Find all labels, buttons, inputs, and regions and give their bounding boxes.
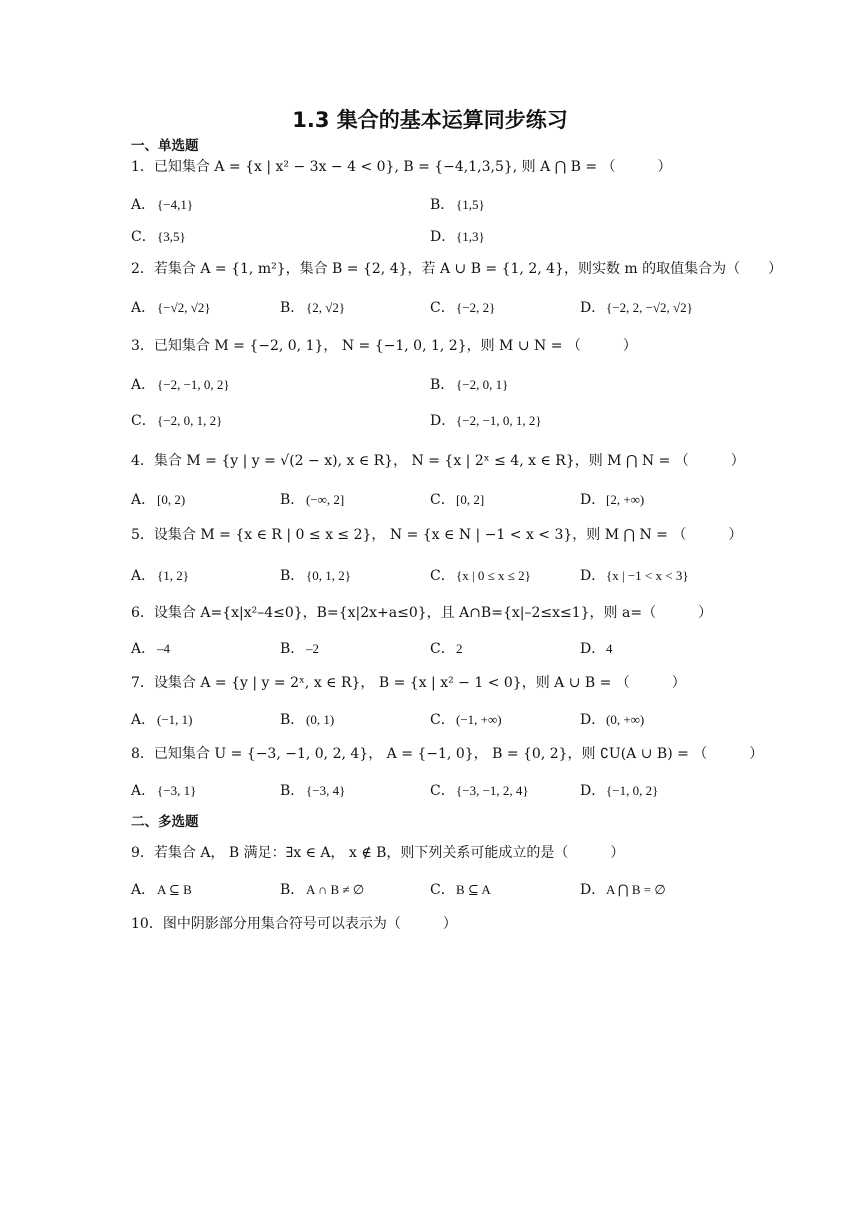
q5-option-a bbox=[131, 565, 189, 585]
option-label: A． bbox=[131, 300, 156, 316]
option-value: {0, 1, 2} bbox=[306, 568, 351, 583]
q4-option-a bbox=[131, 489, 185, 509]
q7-option-d bbox=[580, 709, 644, 729]
option-label: B． bbox=[280, 712, 305, 728]
option-label: B． bbox=[430, 197, 455, 213]
option-label: C． bbox=[430, 492, 455, 508]
option-value: {3,5} bbox=[157, 229, 186, 244]
option-label: A． bbox=[131, 783, 156, 799]
option-value: {−2, −1, 0, 1, 2} bbox=[456, 413, 542, 428]
question-7: 7．设集合 A = {y | y = 2ˣ, x ∈ R}， B = {x | x² − 1 < 0}，则 A ∪ B = （ ） bbox=[131, 675, 686, 691]
option-value: {2, √2} bbox=[306, 300, 346, 315]
option-label: C． bbox=[430, 568, 455, 584]
option-label: B． bbox=[280, 783, 305, 799]
question-5: 5．设集合 M = {x ∈ R | 0 ≤ x ≤ 2}， N = {x ∈ N | −1 < x < 3}，则 M ⋂ N = （ ） bbox=[131, 527, 743, 543]
question-1: 1．已知集合 A = {x | x² − 3x − 4 < 0}, B = {−4,1,3,5}, 则 A ⋂ B = （ ） bbox=[131, 159, 672, 175]
q7-option-c bbox=[430, 709, 502, 729]
q1-option-c bbox=[131, 226, 186, 246]
option-label: D． bbox=[580, 641, 606, 657]
option-label: B． bbox=[280, 882, 305, 898]
option-label: B． bbox=[430, 377, 455, 393]
option-value: {−2, 2, −√2, √2} bbox=[606, 300, 693, 315]
option-value: –2 bbox=[306, 641, 319, 656]
q5-option-c bbox=[430, 565, 531, 585]
q1-option-d bbox=[430, 226, 485, 246]
option-label: D． bbox=[580, 712, 606, 728]
option-value: –4 bbox=[157, 641, 170, 656]
option-value: {−2, −1, 0, 2} bbox=[157, 377, 230, 392]
question-9: 9．若集合 A， B 满足：∃x ∈ A， x ∉ B，则下列关系可能成立的是（ ） bbox=[131, 845, 625, 861]
option-value: {−2, 0, 1} bbox=[456, 377, 509, 392]
option-label: C． bbox=[430, 641, 455, 657]
question-4: 4．集合 M = {y | y = √(2 − x), x ∈ R}， N = {x | 2ˣ ≤ 4, x ∈ R}，则 M ⋂ N = （ ） bbox=[131, 453, 745, 469]
q4-option-b bbox=[280, 489, 344, 509]
option-value: (−1, 1) bbox=[157, 712, 193, 727]
option-label: D． bbox=[580, 882, 606, 898]
section-single-choice: 一、单选题 bbox=[131, 138, 199, 154]
option-value: 2 bbox=[456, 641, 463, 656]
option-value: {−4,1} bbox=[157, 197, 194, 212]
q4-option-c bbox=[430, 489, 484, 509]
option-value: {−3, 4} bbox=[306, 783, 346, 798]
option-label: A． bbox=[131, 882, 156, 898]
option-label: B． bbox=[280, 568, 305, 584]
option-value: {−3, 1} bbox=[157, 783, 197, 798]
option-value: A ⊆ B bbox=[157, 882, 192, 897]
option-label: D． bbox=[580, 568, 606, 584]
option-value: {x | 0 ≤ x ≤ 2} bbox=[456, 568, 531, 583]
option-label: C． bbox=[430, 783, 455, 799]
option-value: B ⊆ A bbox=[456, 882, 491, 897]
option-value: A ⋂ B = ∅ bbox=[606, 882, 666, 897]
option-label: A． bbox=[131, 197, 156, 213]
option-label: A． bbox=[131, 641, 156, 657]
q7-option-b bbox=[280, 709, 334, 729]
q7-option-a bbox=[131, 709, 193, 729]
q3-option-c bbox=[131, 410, 222, 430]
question-3: 3．已知集合 M = {−2, 0, 1}， N = {−1, 0, 1, 2}，则 M ∪ N = （ ） bbox=[131, 338, 637, 354]
q8-option-b bbox=[280, 780, 345, 800]
q2-option-d bbox=[580, 297, 693, 317]
option-value: [0, 2] bbox=[456, 492, 485, 507]
option-value: {1, 2} bbox=[157, 568, 189, 583]
option-value: {1,3} bbox=[456, 229, 485, 244]
option-label: D． bbox=[580, 492, 606, 508]
q2-option-c bbox=[430, 297, 495, 317]
option-value: {−2, 2} bbox=[456, 300, 496, 315]
option-label: D． bbox=[430, 413, 456, 429]
option-value: {−√2, √2} bbox=[157, 300, 211, 315]
option-label: C． bbox=[430, 300, 455, 316]
option-value: (0, +∞) bbox=[606, 712, 645, 727]
option-label: C． bbox=[131, 229, 156, 245]
q5-option-b bbox=[280, 565, 351, 585]
q8-option-a bbox=[131, 780, 196, 800]
option-value: [0, 2) bbox=[157, 492, 186, 507]
q9-option-d bbox=[580, 879, 666, 899]
option-value: (−1, +∞) bbox=[456, 712, 502, 727]
q8-option-d bbox=[580, 780, 658, 800]
q3-option-d bbox=[430, 410, 542, 430]
section-multiple-choice: 二、多选题 bbox=[131, 814, 199, 830]
option-value: A ∩ B ≠ ∅ bbox=[306, 882, 365, 897]
option-label: C． bbox=[430, 882, 455, 898]
option-value: {1,5} bbox=[456, 197, 485, 212]
option-value: [2, +∞) bbox=[606, 492, 645, 507]
option-value: {−2, 0, 1, 2} bbox=[157, 413, 223, 428]
question-2: 2．若集合 A = {1, m²}，集合 B = {2, 4}，若 A ∪ B = {1, 2, 4}，则实数 m 的取值集合为（ ） bbox=[131, 261, 783, 277]
question-6: 6．设集合 A={x|x²–4≤0}，B={x|2x+a≤0}，且 A∩B={x|–2≤x≤1}，则 a=（ ） bbox=[131, 605, 713, 621]
option-value: 4 bbox=[606, 641, 613, 656]
option-value: {x | −1 < x < 3} bbox=[606, 568, 689, 583]
q9-option-a bbox=[131, 879, 192, 899]
option-label: B． bbox=[280, 300, 305, 316]
option-label: D． bbox=[430, 229, 456, 245]
q5-option-d bbox=[580, 565, 689, 585]
option-label: D． bbox=[580, 783, 606, 799]
question-10: 10．图中阴影部分用集合符号可以表示为（ ） bbox=[131, 916, 457, 932]
option-value: (0, 1) bbox=[306, 712, 335, 727]
q3-option-a bbox=[131, 374, 230, 394]
q1-option-b bbox=[430, 194, 485, 214]
option-label: A． bbox=[131, 377, 156, 393]
q6-option-a bbox=[131, 638, 170, 658]
q2-option-b bbox=[280, 297, 345, 317]
option-label: C． bbox=[131, 413, 156, 429]
q9-option-c bbox=[430, 879, 491, 899]
option-value: {−1, 0, 2} bbox=[606, 783, 659, 798]
q2-option-a bbox=[131, 297, 211, 317]
q3-option-b bbox=[430, 374, 508, 394]
option-label: B． bbox=[280, 641, 305, 657]
option-value: {−3, −1, 2, 4} bbox=[456, 783, 529, 798]
q8-option-c bbox=[430, 780, 529, 800]
page-title: 1.3 集合的基本运算同步练习 bbox=[292, 108, 568, 132]
option-label: D． bbox=[580, 300, 606, 316]
q9-option-b bbox=[280, 879, 364, 899]
option-value: (−∞, 2] bbox=[306, 492, 345, 507]
option-label: A． bbox=[131, 492, 156, 508]
q4-option-d bbox=[580, 489, 644, 509]
q6-option-d bbox=[580, 638, 613, 658]
option-label: A． bbox=[131, 712, 156, 728]
option-label: B． bbox=[280, 492, 305, 508]
q6-option-c bbox=[430, 638, 463, 658]
q1-option-a bbox=[131, 194, 193, 214]
question-8: 8．已知集合 U = {−3, −1, 0, 2, 4}， A = {−1, 0}， B = {0, 2}，则 ∁U(A ∪ B) = （ ） bbox=[131, 746, 764, 762]
option-label: C． bbox=[430, 712, 455, 728]
q6-option-b bbox=[280, 638, 319, 658]
option-label: A． bbox=[131, 568, 156, 584]
